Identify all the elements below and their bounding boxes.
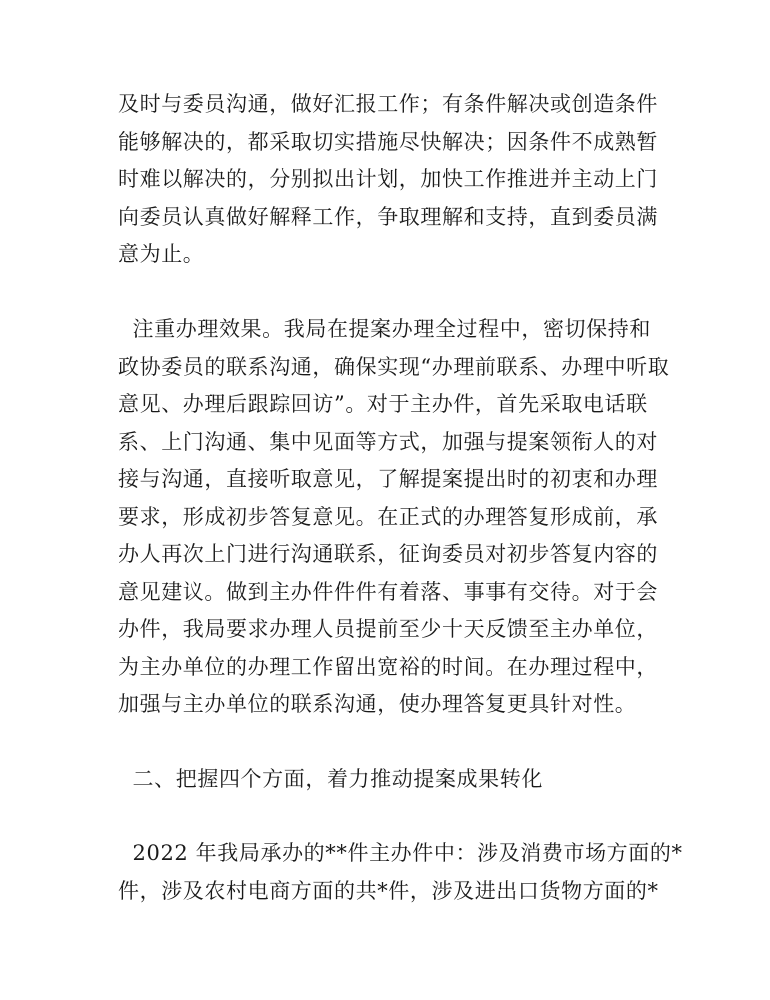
text-line: 意为止。 bbox=[118, 242, 205, 266]
text-line: 加强与主办单位的联系沟通，使办理答复更具针对性。 bbox=[118, 692, 637, 716]
text-line: 及时与委员沟通，做好汇报工作；有条件解决或创造条件 bbox=[118, 92, 658, 116]
heading-line: 二、把握四个方面，着力推动提案成果转化 bbox=[118, 767, 543, 791]
text-line: 为主办单位的办理工作留出宽裕的时间。在办理过程中， bbox=[118, 654, 658, 679]
text-line: 注重办理效果。我局在提案办理全过程中，密切保持和 bbox=[118, 317, 651, 341]
paragraph-2022-statistics bbox=[118, 835, 683, 910]
text-line: 件，涉及农村电商方面的共*件，涉及进出口货物方面的* bbox=[118, 878, 659, 903]
paragraph-communication bbox=[118, 86, 658, 274]
text-line: 办人再次上门进行沟通联系，征询委员对初步答复内容的 bbox=[118, 542, 658, 566]
text-line: 意见、办理后跟踪回访”。对于主办件，首先采取电话联 bbox=[118, 392, 648, 416]
text-line: 2022 年我局承办的**件主办件中：涉及消费市场方面的* bbox=[118, 841, 683, 865]
paragraph-handling-effect bbox=[118, 311, 670, 724]
text-line: 意见建议。做到主办件件件有着落、事事有交待。对于会 bbox=[118, 579, 658, 604]
text-line: 办件，我局要求办理人员提前至少十天反馈至主办单位， bbox=[118, 617, 658, 641]
text-line: 政协委员的联系沟通，确保实现“办理前联系、办理中听取 bbox=[118, 354, 670, 379]
text-line: 能够解决的，都采取切实措施尽快解决；因条件不成熟暂 bbox=[118, 129, 658, 154]
text-line: 向委员认真做好解释工作，争取理解和支持，直到委员满 bbox=[118, 204, 658, 229]
text-line: 接与沟通，直接听取意见，了解提案提出时的初衷和办理 bbox=[118, 467, 658, 491]
section-heading bbox=[118, 761, 658, 799]
text-line: 时难以解决的，分别拟出计划，加快工作推进并主动上门 bbox=[118, 167, 658, 191]
text-line: 系、上门沟通、集中见面等方式，加强与提案领衔人的对 bbox=[118, 429, 658, 454]
text-line: 要求，形成初步答复意见。在正式的办理答复形成前，承 bbox=[118, 504, 658, 529]
